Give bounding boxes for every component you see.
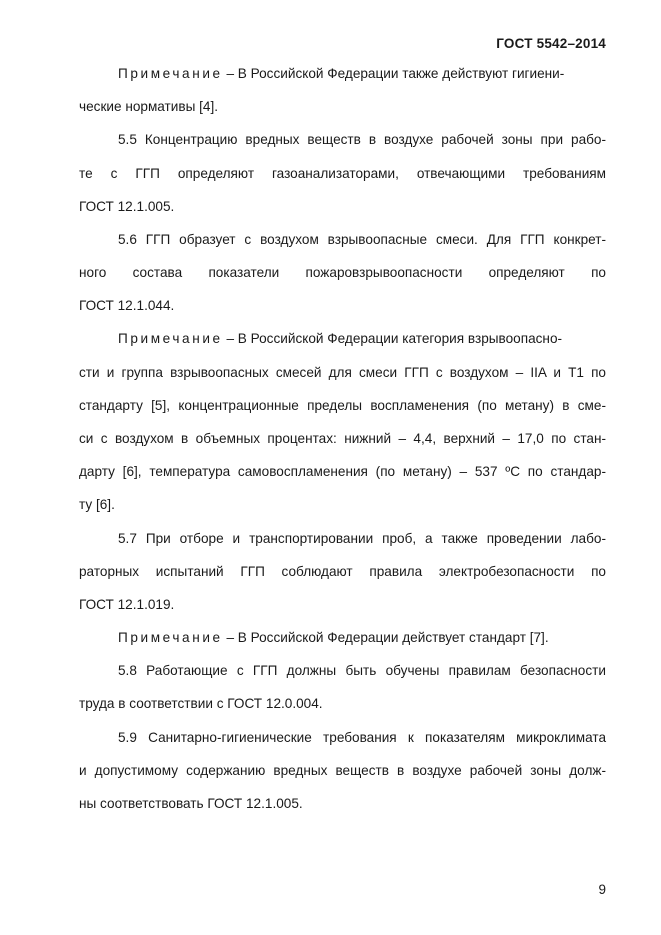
- text-line: труда в соответствии с ГОСТ 12.0.004.: [79, 696, 323, 711]
- note-line: [118, 331, 606, 347]
- page-number: 9: [598, 882, 606, 897]
- text-line: ГОСТ 12.1.044.: [79, 298, 175, 313]
- text-line: раторных испытаний ГГП соблюдают правила электробезопасности по: [79, 564, 606, 579]
- text-line: ческие нормативы [4].: [79, 99, 219, 114]
- text-line: те с ГГП определяют газоанализаторами, отвечающими требованиям: [79, 166, 606, 181]
- note-label: Примечание: [118, 331, 223, 346]
- document-code: ГОСТ 5542–2014: [496, 36, 606, 51]
- note-text: – В Российской Федерации категория взрывоопасно-: [226, 331, 563, 346]
- note-text: – В Российской Федерации также действуют гигиени-: [226, 66, 565, 81]
- text-line: ту [6].: [79, 497, 115, 512]
- text-line: 5.5 Концентрацию вредных веществ в воздухе рабочей зоны при рабо-: [118, 132, 606, 147]
- text-line: 5.7 При отборе и транспортировании проб, а также проведении лабо-: [118, 531, 606, 546]
- text-line: ГОСТ 12.1.019.: [79, 597, 175, 612]
- text-line: 5.8 Работающие с ГГП должны быть обучены правилам безопасности: [118, 663, 606, 678]
- note-label: Примечание: [118, 630, 223, 645]
- text-line: ного состава показатели пожаровзрывоопасности определяют по: [79, 265, 606, 280]
- text-line: стандарту [5], концентрационные пределы воспламенения (по метану) в сме-: [79, 398, 606, 413]
- note-text: – В Российской Федерации действует стандарт [7].: [226, 630, 549, 645]
- text-line: дарту [6], температура самовоспламенения (по метану) – 537 ºС по стандар-: [79, 464, 606, 479]
- text-line: ГОСТ 12.1.005.: [79, 199, 175, 214]
- text-line: си с воздухом в объемных процентах: нижний – 4,4, верхний – 17,0 по стан-: [79, 431, 606, 446]
- text-line: 5.6 ГГП образует с воздухом взрывоопасные смеси. Для ГГП конкрет-: [118, 232, 606, 247]
- note-label: Примечание: [118, 66, 223, 81]
- text-line: 5.9 Санитарно-гигиенические требования к показателям микроклимата: [118, 730, 606, 745]
- note-line: [118, 66, 606, 82]
- text-line: ны соответствовать ГОСТ 12.1.005.: [79, 796, 303, 811]
- note-line: [118, 630, 606, 646]
- text-line: сти и группа взрывоопасных смесей для смеси ГГП с воздухом – IIA и T1 по: [79, 365, 606, 380]
- text-line: и допустимому содержанию вредных веществ в воздухе рабочей зоны долж-: [79, 763, 606, 778]
